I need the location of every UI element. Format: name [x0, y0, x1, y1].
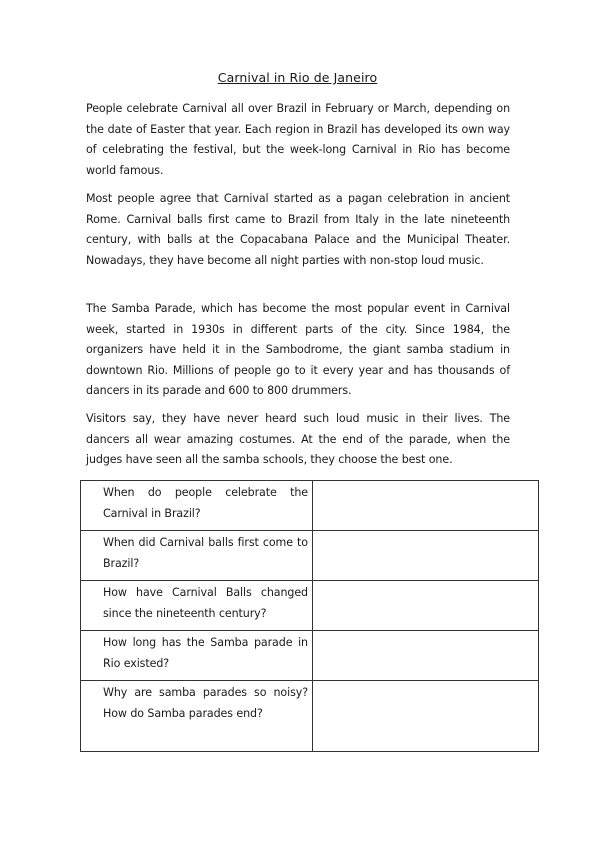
question-text: How long has the Samba parade in Rio existed? [103, 636, 308, 670]
question-cell [81, 581, 313, 631]
question-text: When did Carnival balls first come to Brazil? [103, 536, 308, 570]
question-row [81, 481, 539, 531]
answer-cell[interactable] [313, 681, 539, 752]
paragraph-2: Most people agree that Carnival started as a pagan celebration in ancient Rome. Carnival balls first came to Brazil from Italy in the late nineteenth century, with balls at the Copacabana Palace and the Municipal Theater. Nowadays, they have become all night parties with non-stop loud music. [86, 192, 510, 267]
question-text: How have Carnival Balls changed since the nineteenth century? [103, 586, 308, 620]
question-row [81, 531, 539, 581]
question-cell [81, 681, 313, 752]
question-table [80, 480, 539, 752]
page-title: Carnival in Rio de Janeiro [217, 70, 378, 85]
question-cell [81, 481, 313, 531]
answer-cell[interactable] [313, 531, 539, 581]
question-row [81, 581, 539, 631]
paragraph-3: The Samba Parade, which has become the most popular event in Carnival week, started in 1930s in different parts of the city. Since 1984, the organizers have held it in the Sambodrome, the giant samba stadium in downtown Rio. Millions of people go to it every year and has thousands of dancers in its parade and 600 to 800 drummers. [86, 302, 510, 397]
paragraph-4: Visitors say, they have never heard such loud music in their lives. The dancers all wear amazing costumes. At the end of the parade, when the judges have seen all the samba schools, they choose the best one. [86, 412, 510, 466]
question-text: Why are samba parades so noisy? How do Samba parades end? [103, 686, 308, 720]
question-text: When do people celebrate the Carnival in Brazil? [103, 486, 308, 520]
paragraph-1: People celebrate Carnival all over Brazil in February or March, depending on the date of Easter that year. Each region in Brazil has developed its own way of celebrating the festival, but the week-long Carnival in Rio has become world famous. [86, 102, 510, 177]
question-cell [81, 531, 313, 581]
question-row [81, 681, 539, 752]
answer-cell[interactable] [313, 581, 539, 631]
question-row [81, 631, 539, 681]
question-cell [81, 631, 313, 681]
answer-cell[interactable] [313, 481, 539, 531]
answer-cell[interactable] [313, 631, 539, 681]
